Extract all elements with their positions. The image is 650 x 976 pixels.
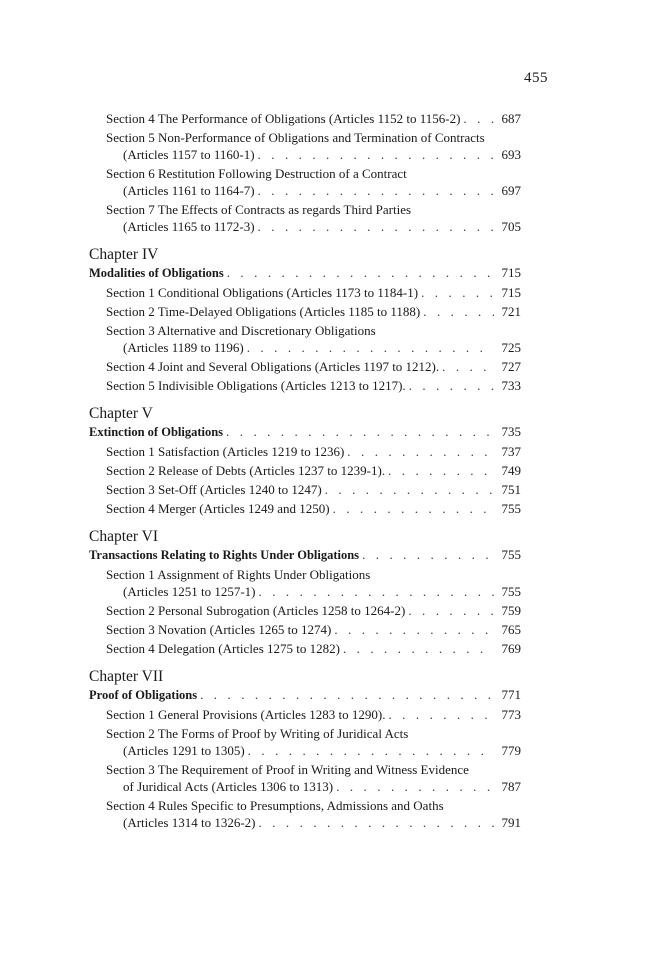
toc-entry-line [106,500,521,517]
dot-leader [343,640,494,657]
entry-page-number: 727 [501,359,521,374]
dot-leader [421,284,494,301]
toc-section-entry [106,725,521,759]
toc-entry-line [106,621,521,638]
dot-leader [463,110,494,127]
dot-leader [247,339,494,356]
chapter-heading: Chapter V [89,405,153,422]
entry-text: (Articles 1314 to 1326-2) [123,815,256,830]
entry-text: Modalities of Obligations [89,266,224,280]
dot-leader [258,146,494,163]
toc-entry-line [89,423,521,441]
toc-section-entry [106,462,521,479]
entry-page-number: 715 [501,265,521,280]
toc-section-entry [106,303,521,320]
entry-text: (Articles 1165 to 1172-3) [123,219,255,234]
entry-text: (Articles 1291 to 1305) [123,743,245,758]
dot-leader [258,182,494,199]
entry-text: Section 2 Release of Debts (Articles 1237 to 1239-1). [106,463,386,478]
entry-text: Section 4 Rules Specific to Presumptions, Admissions and Oaths [106,798,444,813]
dot-leader [226,423,494,440]
toc-entry-line [106,602,521,619]
toc-section-entry [106,481,521,498]
entry-page-number: 725 [501,340,521,355]
toc-entry-line [106,706,521,723]
entry-page-number: 751 [501,482,521,497]
dot-leader [388,462,494,479]
toc-section-entry [106,165,521,199]
toc-section-entry [106,377,521,394]
toc-section-entry [106,640,521,657]
toc-entry-line [123,814,521,831]
dot-leader [336,778,494,795]
entry-page-number: 791 [501,815,521,830]
entry-text: Section 1 Satisfaction (Articles 1219 to 1236) [106,444,345,459]
entry-text: Section 5 Indivisible Obligations (Articles 1213 to 1217). [106,378,406,393]
dot-leader [362,546,494,563]
entry-text: Section 1 Conditional Obligations (Articles 1173 to 1184-1) [106,285,419,300]
dot-leader [227,264,494,281]
chapter-heading: Chapter VII [89,668,164,685]
entry-text: (Articles 1157 to 1160-1) [123,147,255,162]
toc-section-entry [106,602,521,619]
toc-section-entry [106,797,521,831]
entry-text: Section 3 Set-Off (Articles 1240 to 1247) [106,482,322,497]
entry-text: Section 2 Time-Delayed Obligations (Articles 1185 to 1188) [106,304,421,319]
dot-leader [259,814,494,831]
toc-section-entry [106,566,521,600]
toc-section-entry [106,500,521,517]
dot-leader [325,481,494,498]
toc-section-entry [106,358,521,375]
dot-leader [333,500,494,517]
entry-page-number: 773 [501,707,521,722]
entry-text: Transactions Relating to Rights Under Obligations [89,548,360,562]
entry-text: Section 6 Restitution Following Destruction of a Contract [106,166,407,181]
dot-leader [388,706,494,723]
page-number: 455 [524,70,548,86]
entry-text: Extinction of Obligations [89,425,224,439]
dot-leader [258,218,494,235]
toc-entry-line [106,462,521,479]
entry-page-number: 755 [501,547,521,562]
toc-entry-line [106,640,521,657]
dot-leader [259,583,494,600]
entry-page-number: 759 [501,603,521,618]
toc-entry-line [89,546,521,564]
entry-page-number: 755 [501,501,521,516]
dot-leader [200,686,494,703]
toc-entry-line [106,358,521,375]
chapter-heading: Chapter VI [89,528,159,545]
toc-section-entry [106,129,521,163]
entry-text: Section 7 The Effects of Contracts as regards Third Parties [106,202,412,217]
entry-text: Section 1 General Provisions (Articles 1283 to 1290). [106,707,386,722]
toc-section-entry [106,761,521,795]
toc-entry-line [123,742,521,759]
entry-text: Section 2 Personal Subrogation (Articles 1258 to 1264-2) [106,603,406,618]
entry-page-number: 769 [501,641,521,656]
dot-leader [408,602,494,619]
toc-entry-line [106,303,521,320]
entry-page-number: 687 [501,111,521,126]
toc-section-entry [106,443,521,460]
toc-entry-line [106,377,521,394]
dot-leader [409,377,494,394]
toc-entry-line [123,778,521,795]
dot-leader [347,443,494,460]
toc-section-entry [106,110,521,127]
entry-page-number: 715 [501,285,521,300]
table-of-contents [89,110,521,833]
entry-text: (Articles 1251 to 1257-1) [123,584,256,599]
entry-text: Section 3 Alternative and Discretionary Obligations [106,323,376,338]
entry-text: Section 3 The Requirement of Proof in Writing and Witness Evidence [106,762,469,777]
entry-page-number: 693 [501,147,521,162]
entry-page-number: 705 [501,219,521,234]
entry-text: Section 4 Merger (Articles 1249 and 1250) [106,501,330,516]
chapter-heading: Chapter IV [89,246,159,263]
toc-entry-line [106,443,521,460]
toc-section-entry [106,621,521,638]
toc-entry-line [123,146,521,163]
toc-entry-line [89,264,521,282]
dot-leader [248,742,494,759]
entry-page-number: 771 [501,687,521,702]
dot-leader [423,303,494,320]
toc-section-entry [106,284,521,301]
entry-page-number: 787 [501,779,521,794]
toc-section-entry [106,322,521,356]
dot-leader [334,621,494,638]
entry-text: Section 4 Delegation (Articles 1275 to 1282) [106,641,340,656]
entry-page-number: 737 [501,444,521,459]
toc-entry-line [123,182,521,199]
entry-text: (Articles 1161 to 1164-7) [123,183,255,198]
entry-page-number: 749 [501,463,521,478]
entry-page-number: 779 [501,743,521,758]
entry-page-number: 765 [501,622,521,637]
entry-page-number: 721 [501,304,521,319]
entry-page-number: 735 [501,424,521,439]
entry-text: Section 5 Non-Performance of Obligations and Termination of Contracts [106,130,485,145]
toc-entry-line [89,686,521,704]
entry-text: Section 4 Joint and Several Obligations (Articles 1197 to 1212). [106,359,440,374]
toc-entry-line [123,218,521,235]
toc-entry-line [123,339,521,356]
entry-text: Section 1 Assignment of Rights Under Obligations [106,567,371,582]
toc-entry-line [123,583,521,600]
entry-page-number: 733 [501,378,521,393]
entry-text: Section 3 Novation (Articles 1265 to 1274) [106,622,332,637]
toc-entry-line [106,481,521,498]
toc-entry-line [106,284,521,301]
entry-text: Section 4 The Performance of Obligations (Articles 1152 to 1156-2) [106,111,461,126]
entry-text: Section 2 The Forms of Proof by Writing of Juridical Acts [106,726,409,741]
toc-section-entry [106,201,521,235]
entry-text: of Juridical Acts (Articles 1306 to 1313) [123,779,334,794]
entry-text: (Articles 1189 to 1196) [123,340,244,355]
toc-entry-line [106,110,521,127]
toc-section-entry [106,706,521,723]
dot-leader [442,358,494,375]
entry-text: Proof of Obligations [89,688,198,702]
entry-page-number: 755 [501,584,521,599]
entry-page-number: 697 [501,183,521,198]
